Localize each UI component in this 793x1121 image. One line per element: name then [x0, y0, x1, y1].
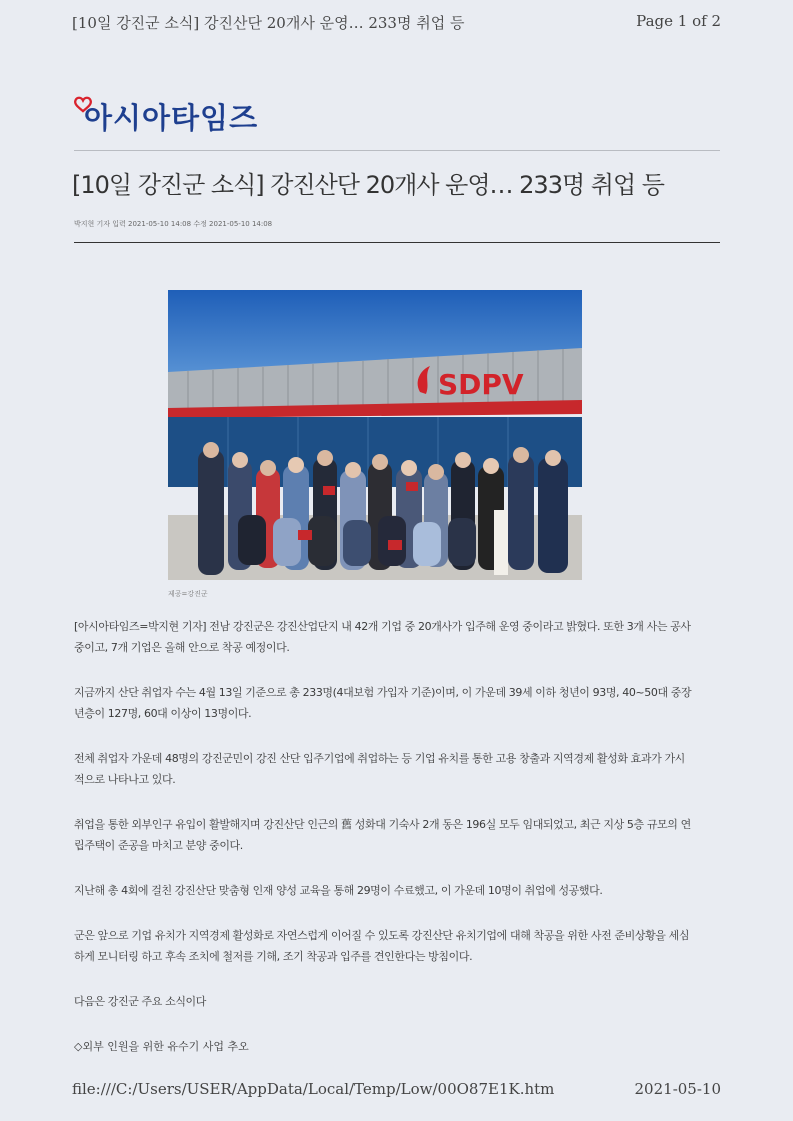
article-paragraph: 다음은 강진군 주요 소식이다: [74, 995, 207, 1008]
truncated-line: ◇외부 인원을 위한 유수기 사업 추오: [74, 1040, 249, 1053]
file-path: file:///C:/Users/USER/AppData/Local/Temp/Low/00O87E1K.htm: [72, 1080, 555, 1098]
article-paragraph: 전체 취업자 가운데 48명의 강진군민이 강진 산단 입주기업에 취업하는 등 기업 유치를 통한 고용 창출과 지역경제 활성화 효과가 가시적으로 나타나고 있다.: [74, 752, 685, 786]
photo-caption: 제공=강진군: [168, 590, 208, 598]
article-byline: 박지현 기자 입력 2021-05-10 14:08 수정 2021-05-10 14:08: [74, 220, 273, 228]
title-divider-top: [74, 150, 720, 151]
article-paragraph: [아시아타임즈=박지현 기자] 전남 강진군은 강진산업단지 내 42개 기업 중 20개사가 입주해 운영 중이라고 밝혔다. 또한 3개 사는 공사 중이고, 7개 기업은 올해 안으로 착공 예정이다.: [74, 620, 691, 654]
article-paragraph: 군은 앞으로 기업 유치가 지역경제 활성화로 자연스럽게 이어질 수 있도록 강진산단 유치기업에 대해 착공을 위한 사전 준비상황을 세심하게 모니터링 하고 후속 조치에 철저를 기해, 조기 착공과 입주를 견인한다는 방침이다.: [74, 929, 690, 963]
print-date: 2021-05-10: [634, 1080, 721, 1098]
page-number: Page 1 of 2: [636, 12, 721, 30]
print-header-title: [10일 강진군 소식] 강진산단 20개사 운영… 233명 취업 등: [72, 14, 465, 32]
article-paragraph: 지난해 총 4회에 걸친 강진산단 맞춤형 인재 양성 교육을 통해 29명이 수료했고, 이 가운데 10명이 취업에 성공했다.: [74, 884, 603, 897]
article-body: [74, 616, 694, 1012]
title-divider-bottom: [74, 242, 720, 243]
article-photo: [168, 290, 582, 580]
article-paragraph: 취업을 통한 외부인구 유입이 활발해지며 강진산단 인근의 舊 성화대 기숙사 2개 동은 196실 모두 임대되었고, 최근 지상 5층 규모의 연립주택이 준공을 마치고 분양 중이다.: [74, 818, 691, 852]
site-logo-text: 아시아타임즈: [84, 101, 259, 135]
article-title: [10일 강진군 소식] 강진산단 20개사 운영… 233명 취업 등: [72, 171, 664, 199]
print-header: [72, 12, 721, 34]
article-paragraph: 지금까지 산단 취업자 수는 4월 13일 기준으로 총 233명(4대보험 가입자 기준)이며, 이 가운데 39세 이하 청년이 93명, 40~50대 중장년층이 127명, 60대 이상이 13명이다.: [74, 686, 692, 720]
photo-sign-text: SDPV: [438, 368, 524, 401]
print-footer: [72, 1080, 721, 1102]
